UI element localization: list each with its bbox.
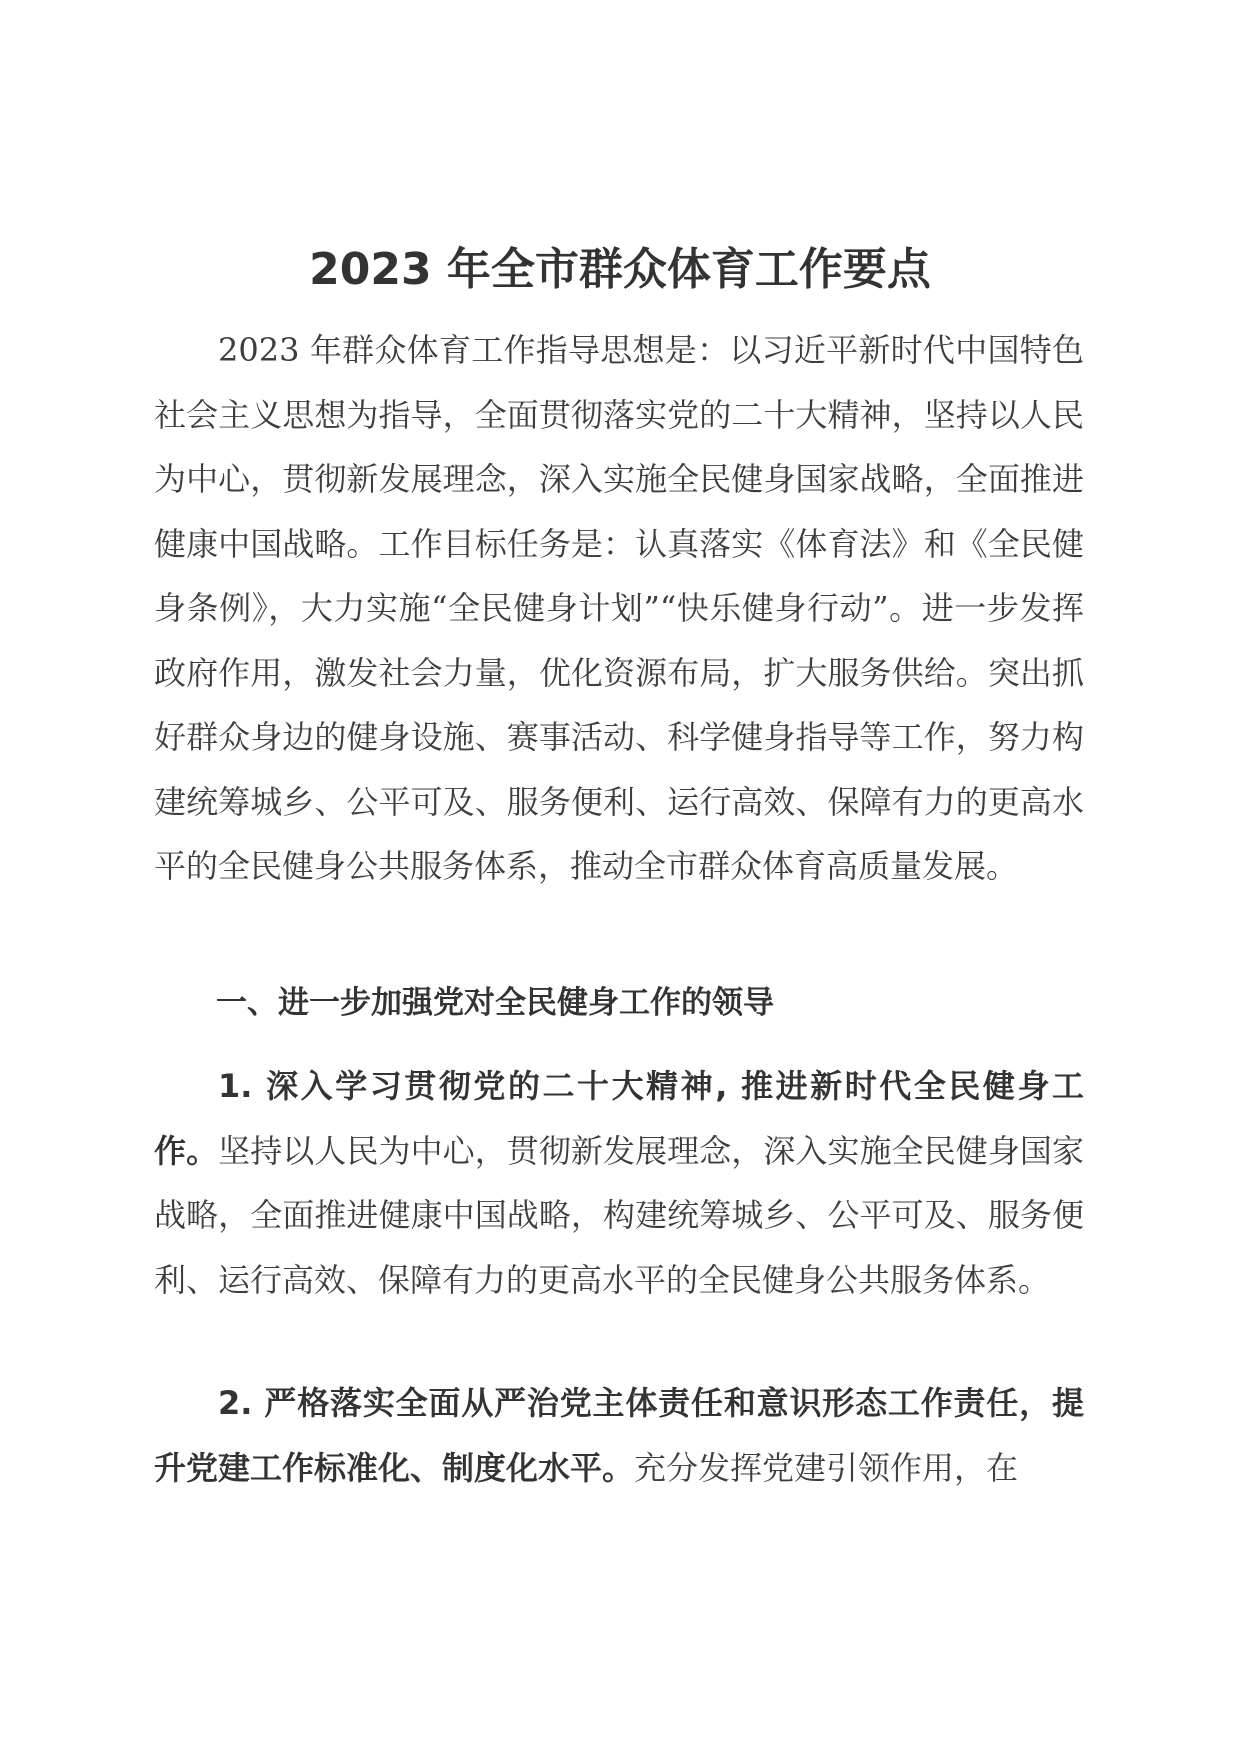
item-body-2: 充分发挥党建引领作用，在 — [634, 1448, 1019, 1487]
document-title: 2023 年全市群众体育工作要点 — [309, 244, 931, 295]
item-lead-1: 1. 深入学习贯彻党的二十大精神, 推进新时代全民健身工作。 — [154, 1067, 1084, 1170]
item-paragraph-1 — [154, 1054, 1084, 1312]
intro-paragraph: 2023 年群众体育工作指导思想是：以习近平新时代中国特色社会主义思想为指导，全面贯彻落实党的二十大精神，坚持以人民为中心，贯彻新发展理念，深入实施全民健身国家战略，全面推进健康中国战略。工作目标任务是：认真落实《体育法》和《全民健身条例》，大力实施“全民健身计划”“快乐健身行动”。进一步发挥政府作用，激发社会力量，优化资源布局，扩大服务供给。突出抓好群众身边的健身设施、赛事活动、科学健身指导等工作，努力构建统筹城乡、公平可及、服务便利、运行高效、保障有力的更高水平的全民健身公共服务体系，推动全市群众体育高质量发展。 — [154, 331, 1084, 885]
section-heading: 一、进一步加强党对全民健身工作的领导 — [216, 985, 774, 1021]
item-body-1: 坚持以人民为中心，贯彻新发展理念，深入实施全民健身国家战略，全面推进健康中国战略，构建统筹城乡、公平可及、服务便利、运行高效、保障有力的更高水平的全民健身公共服务体系。 — [154, 1131, 1084, 1299]
item-paragraph-2 — [154, 1371, 1084, 1500]
item-lead-2: 2. 严格落实全面从严治党主体责任和意识形态工作责任，提升党建工作标准化、制度化水平。 — [154, 1384, 1084, 1487]
